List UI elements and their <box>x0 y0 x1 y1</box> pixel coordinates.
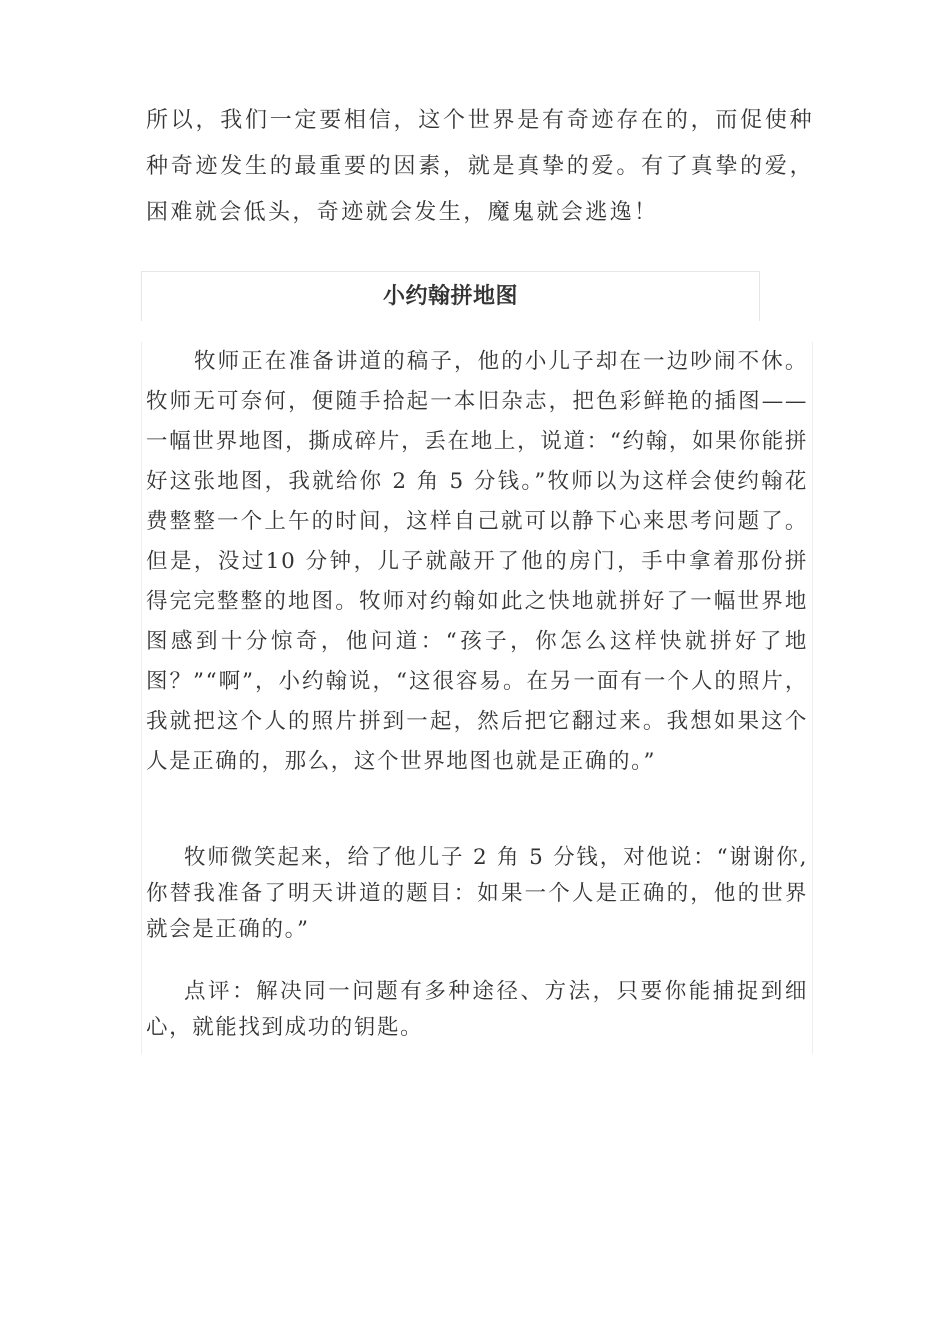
article-content <box>141 342 813 1054</box>
story-paragraph: 牧师正在准备讲道的稿子，他的小儿子却在一边吵闹不休。牧师无可奈何，便随手拾起一本旧杂志，把色彩鲜艳的插图——一幅世界地图，撕成碎片，丢在地上，说道：“约翰，如果你能拼好这张地图，我就给你 2 角 5 分钱。”牧师以为这样会使约翰花费整整一个上午的时间，这样自己就可以静下心来思考问题了。但是，没过10 分钟，儿子就敲开了他的房门，手中拿着那份拼得完完整整的地图。牧师对约翰如此之快地就拼好了一幅世界地图感到十分惊奇，他问道：“孩子，你怎么这样快就拼好了地图？”“啊”，小约翰说，“这很容易。在另一面有一个人的照片，我就把这个人的照片拼到一起，然后把它翻过来。我想如果这个人是正确的，那么，这个世界地图也就是正确的。” <box>146 349 808 774</box>
article-title: 小约翰拼地图 <box>382 284 518 309</box>
commentary-paragraph: 点评：解决同一问题有多种途径、方法，只要你能捕捉到细心，就能找到成功的钥匙。 <box>146 979 808 1040</box>
article-title-box <box>141 271 760 321</box>
story-paragraph: 牧师微笑起来，给了他儿子 2 角 5 分钱，对他说：“谢谢你,你替我准备了明天讲道的题目：如果一个人是正确的，他的世界就会是正确的。” <box>146 845 808 942</box>
intro-paragraph: 所以，我们一定要相信，这个世界是有奇迹存在的，而促使种种奇迹发生的最重要的因素，就是真挚的爱。有了真挚的爱，困难就会低头，奇迹就会发生，魔鬼就会逃逸！ <box>146 108 814 225</box>
